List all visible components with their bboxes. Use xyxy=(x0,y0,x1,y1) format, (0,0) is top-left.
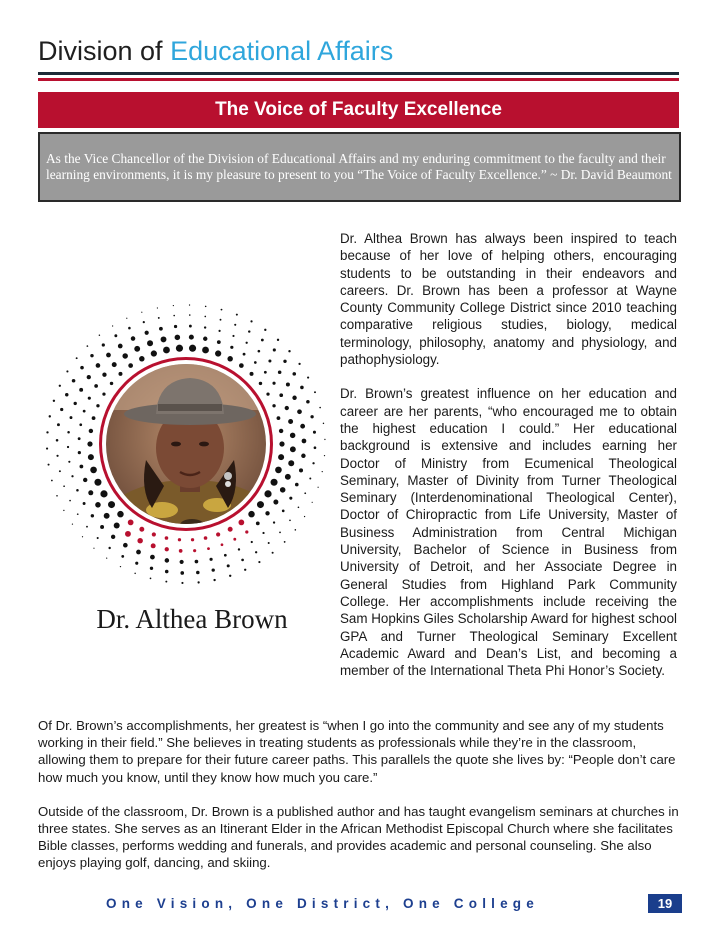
ring-dot xyxy=(179,549,183,553)
ring-dot xyxy=(290,433,295,438)
ring-dot xyxy=(79,423,82,426)
ring-dot xyxy=(128,520,134,526)
ring-dot xyxy=(87,441,92,446)
ring-dot xyxy=(279,441,284,446)
ring-dot xyxy=(173,315,175,317)
ring-dot xyxy=(141,312,142,313)
ring-dot xyxy=(72,379,76,383)
ring-dot xyxy=(56,495,58,497)
ring-dot xyxy=(150,578,152,580)
ring-dot xyxy=(94,384,98,388)
ring-dot xyxy=(279,531,281,533)
ring-dot xyxy=(304,516,305,517)
ring-dot xyxy=(114,523,120,529)
ring-dot xyxy=(60,408,63,411)
ring-dot xyxy=(268,542,270,544)
ring-dot xyxy=(216,532,220,536)
ring-dot xyxy=(207,547,210,550)
ring-dot xyxy=(99,335,100,336)
ring-dot xyxy=(78,437,81,440)
ring-dot xyxy=(304,492,306,494)
ring-dot xyxy=(161,336,167,342)
ring-dot xyxy=(80,465,84,469)
ring-dot xyxy=(88,490,93,495)
ring-dot xyxy=(306,400,310,404)
ring-dot xyxy=(229,575,231,577)
ring-dot xyxy=(292,372,296,376)
ring-dot xyxy=(46,447,48,449)
ring-dot xyxy=(180,560,184,564)
portrait-graphic xyxy=(42,300,330,588)
ring-dot xyxy=(189,335,194,340)
ring-dot xyxy=(88,397,91,400)
ring-dot xyxy=(205,306,207,308)
ring-dot xyxy=(224,554,227,557)
ring-dot xyxy=(312,462,314,464)
header-rule-red xyxy=(38,78,679,81)
ring-dot xyxy=(295,529,297,531)
ring-dot xyxy=(147,340,153,346)
ring-dot xyxy=(262,532,264,534)
ring-dot xyxy=(322,471,323,472)
ring-dot xyxy=(279,429,283,433)
ring-dot xyxy=(283,360,286,363)
ring-dot xyxy=(87,345,89,347)
ring-dot xyxy=(56,439,59,442)
ring-dot xyxy=(121,555,124,558)
profile-paragraph-3: Of Dr. Brown’s accomplishments, her greatest is “when I go into the community and see any of my students working in their field.” She believes in treating students as professionals while they’re in the classroom, allowing them to prepare for their future career paths. This parallels the quote she lives by: “People don’t care how much you know, until they know how much you care.” xyxy=(38,718,676,785)
ring-dot xyxy=(173,305,174,306)
ring-dot xyxy=(290,446,296,452)
ring-dot xyxy=(215,350,221,356)
ring-dot xyxy=(307,377,309,379)
ring-dot xyxy=(163,347,170,354)
ring-dot xyxy=(238,520,244,526)
ring-dot xyxy=(110,382,113,385)
ring-dot xyxy=(137,538,142,543)
ring-dot xyxy=(139,527,144,532)
ring-dot xyxy=(271,479,278,486)
ring-dot xyxy=(279,393,283,397)
ring-dot xyxy=(272,404,275,407)
ring-dot xyxy=(117,511,123,517)
ring-dot xyxy=(302,439,307,444)
ring-dot xyxy=(272,552,274,554)
ring-dot xyxy=(266,393,269,396)
ring-dot xyxy=(74,402,77,405)
ring-dot xyxy=(245,530,248,533)
ring-dot xyxy=(277,339,279,341)
ring-dot xyxy=(195,560,199,564)
profile-column xyxy=(340,230,677,696)
ring-dot xyxy=(250,320,252,322)
ring-dot xyxy=(114,334,117,337)
footer-motto: One Vision, One District, One College xyxy=(106,896,539,911)
ring-dot xyxy=(273,500,278,505)
ring-dot xyxy=(250,372,254,376)
ring-dot xyxy=(106,558,107,559)
ring-dot xyxy=(246,342,248,344)
ring-dot xyxy=(65,393,68,396)
ring-dot xyxy=(122,353,127,358)
ring-dot xyxy=(288,460,294,466)
ring-dot xyxy=(135,562,138,565)
ring-dot xyxy=(143,321,145,323)
ring-dot xyxy=(324,455,325,456)
ring-dot xyxy=(96,404,99,407)
ring-dot xyxy=(197,581,199,583)
ring-dot xyxy=(136,550,141,555)
ring-dot xyxy=(264,490,271,497)
ring-dot xyxy=(212,568,215,571)
ring-dot xyxy=(63,485,65,487)
ring-dot xyxy=(323,423,324,424)
ring-dot xyxy=(285,406,289,410)
ring-dot xyxy=(150,567,153,570)
ring-dot xyxy=(83,478,87,482)
ring-dot xyxy=(69,500,71,502)
ring-dot xyxy=(126,318,127,319)
ring-dot xyxy=(96,363,101,368)
ring-dot xyxy=(100,525,104,529)
ring-dot xyxy=(204,316,206,318)
ring-dot xyxy=(289,520,291,522)
faculty-name-caption: Dr. Althea Brown xyxy=(96,604,288,634)
ring-dot xyxy=(150,555,155,560)
banner-title: The Voice of Faculty Excellence xyxy=(215,99,502,120)
ring-dot xyxy=(258,350,261,353)
ring-dot xyxy=(82,536,83,537)
ring-dot xyxy=(76,489,79,492)
ring-dot xyxy=(68,461,70,463)
ring-dot xyxy=(324,439,325,440)
ring-dot xyxy=(284,541,286,543)
ring-dot xyxy=(298,506,300,508)
ring-dot xyxy=(151,350,157,356)
ring-dot xyxy=(299,468,303,472)
ring-dot xyxy=(123,543,128,548)
ring-dot xyxy=(118,344,123,349)
ring-dot xyxy=(165,536,169,540)
ring-dot xyxy=(238,548,240,550)
profile-body-full-width xyxy=(38,717,681,889)
ring-dot xyxy=(265,511,269,515)
ring-dot xyxy=(288,350,290,352)
title-prefix: Division of xyxy=(38,36,163,66)
ring-dot xyxy=(230,346,233,349)
intro-quote-box xyxy=(38,132,681,202)
ring-dot xyxy=(94,479,101,486)
ring-dot xyxy=(213,579,215,581)
ring-dot xyxy=(152,532,156,536)
ring-dot xyxy=(312,502,313,503)
ring-dot xyxy=(264,371,267,374)
ring-dot xyxy=(251,541,253,543)
ring-dot xyxy=(272,382,275,385)
ring-dot xyxy=(264,329,266,331)
ring-dot xyxy=(165,558,170,563)
ring-dot xyxy=(297,409,302,414)
portrait-frame xyxy=(42,300,330,588)
ring-dot xyxy=(295,483,299,487)
ring-dot xyxy=(236,314,238,316)
ring-dot xyxy=(111,535,115,539)
ring-dot xyxy=(204,536,208,540)
profile-paragraph-1: Dr. Althea Brown has always been inspired to teach because of her love of helping others, encouraging students to be outstanding in their endeavors and careers. Dr. Brown has been a professor at Wayne County Community College District since 2010 teaching comparative religious studies, biology, medical terminology, philosophy, anatomy and physiology, and pathophysiology. xyxy=(340,231,677,368)
ring-dot xyxy=(108,547,110,549)
ring-dot xyxy=(66,370,68,372)
section-banner xyxy=(38,92,679,128)
ring-dot xyxy=(286,383,290,387)
ring-dot xyxy=(104,513,110,519)
ring-dot xyxy=(314,391,316,393)
ring-dot xyxy=(87,375,91,379)
profile-paragraph-4: Outside of the classroom, Dr. Brown is a published author and has taught evangelism seminars at churches in three states. She serves as an Itinerant Elder in the African Methodist Episcopal Church where she facilitates Bible classes, performs wedding and funerals, and provides academic and personal counseling. She also enjoys playing golf, dancing, and skiing. xyxy=(38,803,679,871)
ring-dot xyxy=(278,370,282,374)
profile-paragraph-2: Dr. Brown’s greatest influence on her education and career are her parents, “who encouraged me to obtain the highest education I could.” Her educational background is extensive and includes earning her Doctor of Ministry from Ecumenical Theological Seminary, Master of Divinity from Turner Theological Seminary (Interdenominational Theological Center), Doctor of Chiropractic from Life University, Master of Business Administration from Central Michigan University, Bachelor of Science in Business from University of Detroit, and her Associate Degree in General Studies from Highland Park Community College. Her accomplishments include receiving the Sam Hopkins Giles Scholarship Award for highest school GPA and Turner Theological Seminary Excellent Academic Award and Dean’s List, and becoming a member of the International Theta Phi Honor’s Society. xyxy=(340,386,677,679)
ring-dot xyxy=(157,307,158,308)
ring-dot xyxy=(57,423,60,426)
ring-dot xyxy=(120,566,121,567)
header-rule-dark xyxy=(38,72,679,75)
ring-dot xyxy=(79,388,83,392)
ring-dot xyxy=(256,521,260,525)
ring-dot xyxy=(300,386,304,390)
ring-dot xyxy=(227,356,232,361)
ring-dot xyxy=(189,325,192,328)
ring-dot xyxy=(258,561,260,563)
ring-dot xyxy=(189,304,190,305)
ring-dot xyxy=(273,521,275,523)
ring-dot xyxy=(165,570,169,574)
page-title xyxy=(38,36,393,67)
ring-dot xyxy=(318,487,319,488)
ring-dot xyxy=(49,415,51,417)
ring-dot xyxy=(259,382,262,385)
ring-dot xyxy=(112,362,117,367)
ring-dot xyxy=(243,353,246,356)
ring-dot xyxy=(70,416,73,419)
ring-dot xyxy=(313,431,316,434)
ring-dot xyxy=(204,326,206,328)
ring-dot xyxy=(174,325,177,328)
ring-dot xyxy=(217,340,221,344)
ring-dot xyxy=(241,559,244,562)
ring-dot xyxy=(175,335,181,341)
ring-dot xyxy=(56,455,58,457)
ring-dot xyxy=(314,446,317,449)
ring-dot xyxy=(288,419,293,424)
ring-dot xyxy=(128,363,133,368)
ring-dot xyxy=(203,337,207,341)
ring-dot xyxy=(77,513,79,515)
ring-dot xyxy=(76,357,78,359)
ring-dot xyxy=(233,538,236,541)
ring-dot xyxy=(220,319,222,321)
ring-dot xyxy=(139,356,144,361)
ring-dot xyxy=(71,475,73,477)
ring-dot xyxy=(196,571,200,575)
ring-dot xyxy=(193,549,196,552)
ring-dot xyxy=(319,407,321,409)
ring-dot xyxy=(151,543,156,548)
ring-dot xyxy=(239,363,244,368)
ring-dot xyxy=(310,415,313,418)
ring-dot xyxy=(131,336,136,341)
ring-dot xyxy=(80,366,84,370)
ring-dot xyxy=(108,501,115,508)
ring-dot xyxy=(234,324,236,326)
ring-dot xyxy=(268,360,271,363)
ring-dot xyxy=(221,543,224,546)
ring-dot xyxy=(280,487,286,493)
ring-dot xyxy=(128,327,131,330)
ring-dot xyxy=(118,372,122,376)
ring-dot xyxy=(106,353,111,358)
ring-dot xyxy=(273,348,276,351)
ring-dot xyxy=(254,361,257,364)
ring-dot xyxy=(78,451,81,454)
ring-dot xyxy=(102,393,105,396)
ring-dot xyxy=(134,573,135,574)
ring-dot xyxy=(300,424,305,429)
ring-dot xyxy=(181,582,183,584)
ring-dot xyxy=(102,343,105,346)
ring-dot xyxy=(165,547,169,551)
ring-dot xyxy=(289,497,292,500)
ring-dot xyxy=(244,569,246,571)
ring-dot xyxy=(100,490,107,497)
ring-dot xyxy=(228,527,233,532)
ring-dot xyxy=(257,501,264,508)
ring-dot xyxy=(93,548,94,549)
ring-dot xyxy=(90,467,97,474)
ring-dot xyxy=(95,502,101,508)
ring-dot xyxy=(178,538,181,541)
ring-dot xyxy=(63,510,64,511)
ring-dot xyxy=(145,331,149,335)
ring-dot xyxy=(53,400,55,402)
ring-dot xyxy=(112,325,113,326)
ring-dot xyxy=(134,346,140,352)
ring-dot xyxy=(83,502,86,505)
ring-dot xyxy=(191,538,194,541)
ring-dot xyxy=(88,454,94,460)
ring-dot xyxy=(301,454,305,458)
ring-dot xyxy=(59,470,61,472)
ring-dot xyxy=(202,347,209,354)
ring-dot xyxy=(232,335,234,337)
intro-quote-text: As the Vice Chancellor of the Division of Educational Affairs and my enduring commitment to the faculty and their learning environments, it is my pleasure to present to you “The Voice of Faculty Excellence.” ~ Dr. David Beaumont xyxy=(46,151,672,182)
ring-dot xyxy=(176,345,183,352)
ring-dot xyxy=(227,564,230,567)
ring-dot xyxy=(180,571,184,575)
page-number: 19 xyxy=(657,896,673,911)
ring-dot xyxy=(255,551,257,553)
ring-dot xyxy=(221,309,223,311)
ring-dot xyxy=(83,410,86,413)
ring-dot xyxy=(309,478,311,480)
ring-dot xyxy=(285,474,291,480)
ring-dot xyxy=(209,558,212,561)
ring-dot xyxy=(298,363,300,365)
ring-dot xyxy=(51,480,53,482)
ring-dot xyxy=(92,416,96,420)
ring-dot xyxy=(189,314,191,316)
ring-dot xyxy=(67,431,70,434)
ring-dot xyxy=(59,385,61,387)
ring-dot xyxy=(86,526,88,528)
ring-dot xyxy=(218,330,220,332)
ring-dot xyxy=(46,431,48,433)
ring-dot xyxy=(91,514,94,517)
ring-dot xyxy=(97,537,99,539)
ring-dot xyxy=(282,510,285,513)
ring-dot xyxy=(248,330,250,332)
ring-dot xyxy=(165,581,167,583)
ring-dot xyxy=(90,354,93,357)
ring-dot xyxy=(277,416,281,420)
ring-dot xyxy=(275,467,282,474)
ring-dot xyxy=(278,454,284,460)
ring-dot xyxy=(125,531,131,537)
ring-dot xyxy=(102,373,106,377)
page-number-badge xyxy=(648,894,682,913)
ring-dot xyxy=(292,396,296,400)
ring-dot xyxy=(89,429,93,433)
ring-dot xyxy=(261,339,264,342)
ring-dot xyxy=(248,511,254,517)
ring-dot xyxy=(189,345,196,352)
ring-dot xyxy=(159,327,163,331)
ring-dot xyxy=(67,446,69,448)
title-accent: Educational Affairs xyxy=(170,36,394,66)
ring-dot xyxy=(158,317,160,319)
ring-dot xyxy=(48,464,50,466)
ring-dot xyxy=(72,524,73,525)
